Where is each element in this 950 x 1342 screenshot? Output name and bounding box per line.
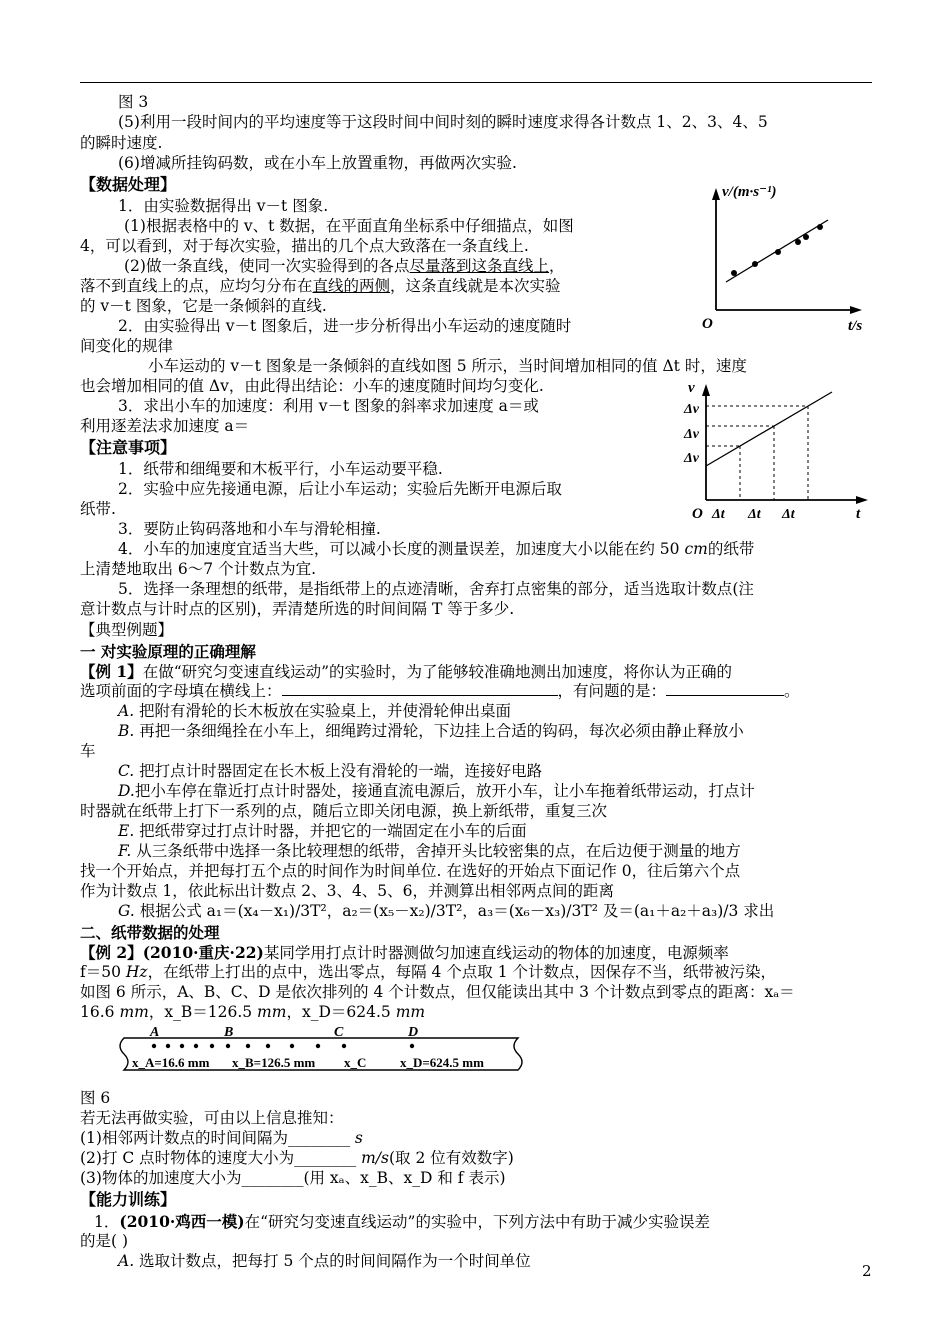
data-step-1b-line-3: 的 v－t 图象，它是一条倾斜的直线. [80,297,327,315]
step-5-line-1: (5)利用一段时间内的平均速度等于这段时间中间时刻的瞬时速度求得各计数点 1、2、3、4、5 [118,113,768,131]
fig4-ylabel: v/(m·s⁻¹) [722,184,777,200]
example-2-line-2: f＝50 Hz，在纸带上打出的点中，选出零点，每隔 4 个点取 1 个计数点，因保存不当，纸带被污染， [80,963,777,981]
header-rule [80,82,872,83]
training-heading: 【能力训练】 [80,1190,177,1209]
tape-dot [180,1044,184,1048]
figure-4-vt-graph [698,180,878,338]
fig5-xlabel: t [856,506,861,522]
option-b-line-2: 车 [80,742,96,760]
question-1: (1)相邻两计数点的时间间隔为________ s [80,1129,363,1147]
tape-dot [226,1044,230,1048]
figure-6-caption: 图 6 [80,1089,111,1107]
paper-tape-figure [110,1024,530,1086]
examples-heading: 【典型例题】 [80,621,174,639]
data-step-1a-line-1: (1)根据表格中的 v、t 数据，在平面直角坐标系中仔细描点，如图 [124,217,574,235]
data-step-1b-line-1: (2)做一条直线，使同一次实验得到的各点尽量落到这条直线上， [124,257,565,275]
option-d-line-1: D.把小车停在靠近打点计时器处，接通直流电源后，放开小车，让小车拖着纸带运动，打点计 [118,782,755,800]
tape-xb: x_B=126.5 mm [232,1055,316,1070]
note-2-line-1: 2．实验中应先接通电源，后让小车运动；实验后先断开电源后取 [118,480,562,498]
tape-dot [316,1044,320,1048]
question-2: (2)打 C 点时物体的速度大小为________ m/s(取 2 位有效数字) [80,1149,514,1167]
tape-label-b: B [224,1025,234,1040]
step-6: (6)增减所挂钩码数，或在小车上放置重物，再做两次实验. [118,154,517,172]
note-1: 1．纸带和细绳要和木板平行，小车运动要平稳. [118,460,443,478]
training-1-option-a: A. 选取计数点，把每打 5 个点的时间间隔作为一个时间单位 [118,1252,531,1270]
tape-dot [152,1044,156,1048]
note-4-line-2: 上清楚地取出 6～7 个计数点为宜. [80,560,317,578]
question-3: (3)物体的加速度大小为________(用 xₐ、x_B、x_D 和 f 表示) [80,1169,506,1187]
example-1-line-1: 【例 1】在做“研究匀变速直线运动”的实验时，为了能够较准确地测出加速度，将你认为正确的 [80,662,733,681]
fig5-dv-2: Δv [684,427,699,442]
data-step-1b-line-2: 落不到直线上的点，应均匀分布在直线的两侧，这条直线就是本次实验 [80,277,561,295]
data-step-2-line-2: 间变化的规律 [80,337,174,355]
tape-dot [166,1044,170,1048]
note-4-line-1: 4．小车的加速度宜适当大些，可以减小长度的测量误差，加速度大小以能在约 50 cm的纸带 [118,540,755,558]
answer-blank-correct[interactable] [282,695,558,696]
figure-5-vt-graph [682,376,878,524]
tape-label-a: A [150,1025,160,1040]
option-b-line-1: B. 再把一条细绳拴在小车上，细绳跨过滑轮，下边挂上合适的钩码，每次必须由静止释放小 [118,722,744,740]
tape-xc: x_C [344,1055,367,1070]
notes-heading: 【注意事项】 [80,438,177,457]
step-5-line-2: 的瞬时速度. [80,134,163,152]
fig4-origin: O [702,316,713,332]
tape-dot [246,1044,250,1048]
option-g: G. 根据公式 a₁＝(x₄－x₁)/3T²，a₂＝(x₅－x₂)/3T²，a₃＝(x₆－x₃)/3T² 及＝(a₁＋a₂＋a₃)/3 求出 [118,902,775,920]
fig5-dt-1: Δt [712,507,725,522]
figure-3-caption: 图 3 [118,93,149,111]
fig5-dt-3: Δt [782,507,795,522]
data-step-2-line-4: 也会增加相同的值 Δv，由此得出结论：小车的速度随时间均匀变化. [80,377,544,395]
fig5-ylabel: v [688,380,695,396]
note-5-line-2: 意计数点与计时点的区别)，弄清楚所选的时间间隔 T 等于多少. [80,600,515,618]
option-c: C. 把打点计时器固定在长木板上没有滑轮的一端，连接好电路 [118,762,543,780]
tape-label-c: C [334,1025,344,1040]
option-f-line-3: 作为计数点 1，依此标出计数点 2、3、4、5、6，并测算出相邻两点间的距离 [80,882,615,900]
tape-xd: x_D=624.5 mm [400,1055,484,1070]
option-f-line-1: F. 从三条纸带中选择一条比较理想的纸带，舍掉开头比较密集的点，在后边便于测量的地方 [118,842,741,860]
example-1-line-2: 选项前面的字母填在横线上： ，有问题的是： 。 [80,682,800,700]
tape-dot [410,1044,414,1048]
fig5-dv-1: Δv [684,402,699,417]
data-step-2-line-1: 2．由实验得出 v－t 图象后，进一步分析得出小车运动的速度随时 [118,317,572,335]
tape-dot [342,1044,346,1048]
question-intro: 若无法再做实验，可由以上信息推知： [80,1109,344,1127]
note-3: 3．要防止钩码落地和小车与滑轮相撞. [118,520,381,538]
option-e: E. 把纸带穿过打点计时器，并把它的一端固定在小车的后面 [118,822,527,840]
training-1-line-1: 1．(2010·鸡西一模)在“研究匀变速直线运动”的实验中，下列方法中有助于减少实验误差 [94,1212,710,1231]
option-a: A. 把附有滑轮的长木板放在实验桌上，并使滑轮伸出桌面 [118,702,512,720]
data-step-1a-line-2: 4，可以看到，对于每次实验，描出的几个点大致落在一条直线上. [80,237,529,255]
tape-dot [210,1044,214,1048]
data-step-3-line-1: 3．求出小车的加速度：利用 v－t 图象的斜率求加速度 a＝或 [118,397,539,415]
fig5-dv-3: Δv [684,451,699,466]
fig5-origin: O [692,506,703,522]
data-step-2-line-3: 小车运动的 v－t 图象是一条倾斜的直线如图 5 所示，当时间增加相同的值 Δt 时，速度 [148,357,747,375]
section-2-title: 二、纸带数据的处理 [80,923,220,942]
data-step-1: 1．由实验数据得出 v－t 图象. [118,197,329,215]
option-f-line-2: 找一个开始点，并把每打五个点的时间作为时间单位. 在选好的开始点下面记作 0，往后第六个点 [80,862,741,880]
option-d-line-2: 时器就在纸带上打下一系列的点，随后立即关闭电源，换上新纸带，重复三次 [80,802,608,820]
section-1-title: 一 对实验原理的正确理解 [80,642,256,661]
tape-label-d: D [408,1025,419,1040]
tape-dot [266,1044,270,1048]
fig4-xlabel: t/s [848,318,863,334]
tape-xa: x_A=16.6 mm [132,1055,210,1070]
page-number: 2 [862,1262,872,1280]
example-2-line-1: 【例 2】(2010·重庆·22)某同学用打点计时器测做匀加速直线运动的物体的加速度，电源频率 [80,943,729,962]
note-5-line-1: 5．选择一条理想的纸带，是指纸带上的点迹清晰，舍弃打点密集的部分，适当选取计数点(注 [118,580,754,598]
data-processing-heading: 【数据处理】 [80,175,177,194]
fig5-dt-2: Δt [748,507,761,522]
tape-dot [194,1044,198,1048]
tape-dot [290,1044,294,1048]
training-1-line-2: 的是( ) [80,1232,129,1250]
example-2-line-4: 16.6 mm，x_B＝126.5 mm，x_D＝624.5 mm [80,1003,426,1021]
example-2-line-3: 如图 6 所示，A、B、C、D 是依次排列的 4 个计数点，但仅能读出其中 3 个计数点到零点的距离：xₐ＝ [80,983,795,1001]
answer-blank-wrong[interactable] [666,695,784,696]
data-step-3-line-2: 利用逐差法求加速度 a＝ [80,417,250,435]
note-2-line-2: 纸带. [80,500,116,518]
